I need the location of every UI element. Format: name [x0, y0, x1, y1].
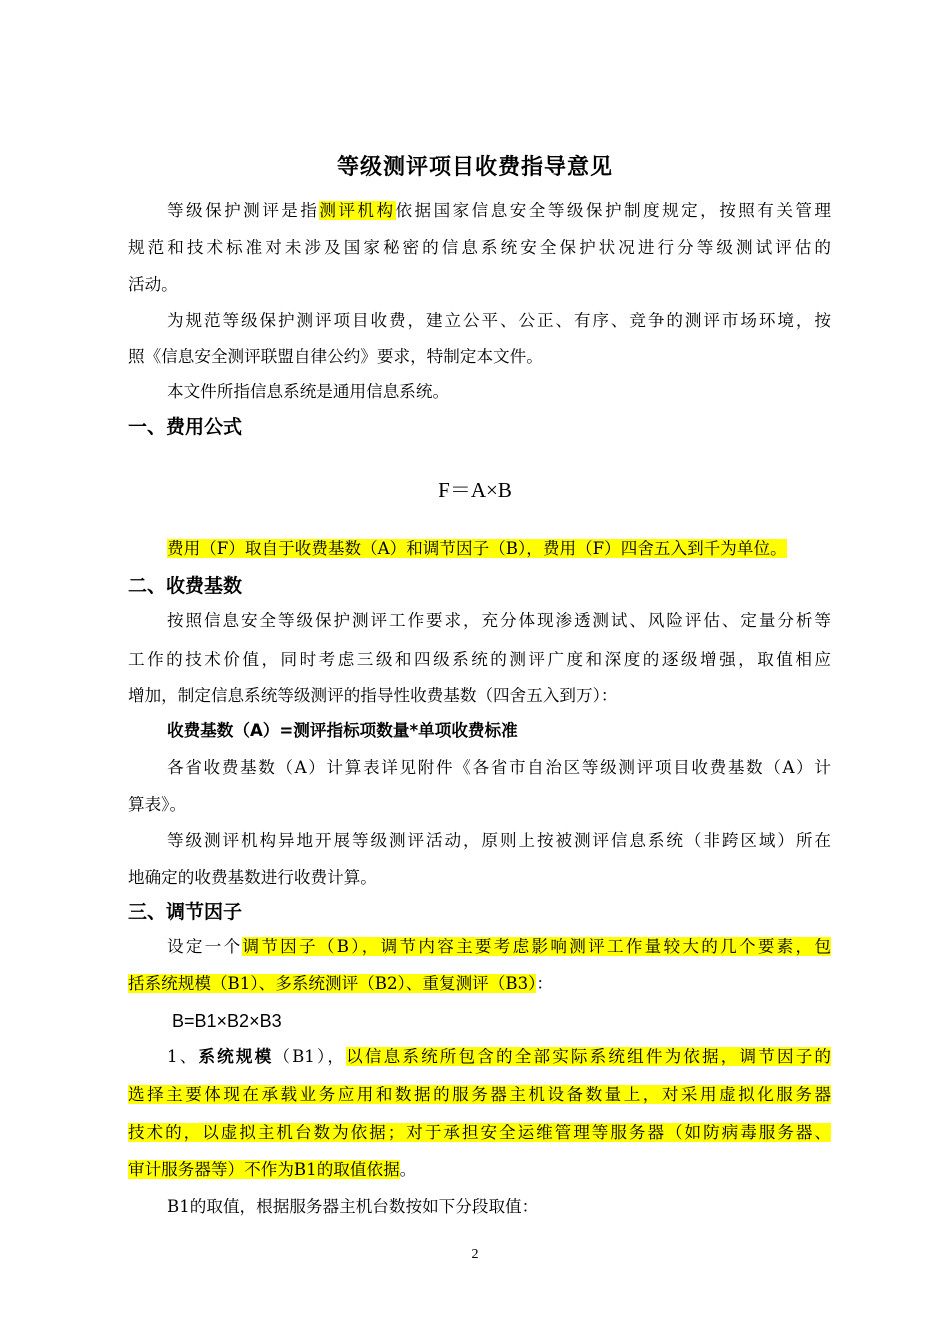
- text-run: 等级保护测评是指: [167, 201, 320, 220]
- intro-p3: 本文件所指信息系统是通用信息系统。: [167, 382, 450, 401]
- highlight-run: 括系统规模（B1）、多系统测评（B2）、重复测评（B3）: [128, 974, 537, 993]
- highlight-run: 调节因子（B），调节内容主要考虑影响测评工作量较大的几个要素，包: [242, 937, 831, 956]
- text-run: 设定一个: [167, 937, 243, 956]
- adjust-factor-formula: B=B1×B2×B3: [172, 1011, 282, 1031]
- item1-line3: [128, 1121, 831, 1145]
- highlight-run: 选择主要体现在承载业务应用和数据的服务器主机设备数量上，对采用虚拟化服务器: [128, 1085, 831, 1104]
- bold-run: 系统规模: [198, 1047, 274, 1066]
- section2-p1-line3: 增加，制定信息系统等级测评的指导性收费基数（四舍五入到万）：: [128, 686, 618, 705]
- section2-p3-line2: 地确定的收费基数进行收费计算。: [128, 868, 377, 887]
- section2-p3-line1: 等级测评机构异地开展等级测评活动，原则上按被测评信息系统（非跨区域）所在: [167, 831, 831, 850]
- section2-heading: 二、收费基数: [128, 575, 243, 597]
- highlight-run: 技术的，以虚拟主机台数为依据；对于承担安全运维管理等服务器（如防病毒服务器、: [128, 1123, 831, 1142]
- section2-p2-line1: 各省收费基数（A）计算表详见附件《各省市自治区等级测评项目收费基数（A）计: [167, 758, 831, 777]
- fee-formula: F＝A×B: [438, 478, 512, 502]
- highlight-run: 以信息系统所包含的全部实际系统组件为依据，调节因子的: [346, 1047, 832, 1066]
- text-run: 。: [399, 1160, 417, 1179]
- item1-line4: [128, 1158, 416, 1182]
- section3-p1-line1: [167, 935, 831, 959]
- highlight-run: 审计服务器等）不作为B1的取值依据: [128, 1160, 400, 1179]
- section2-p1-line2: 工作的技术价值，同时考虑三级和四级系统的测评广度和深度的逐级增强，取值相应: [128, 650, 831, 669]
- intro-p2-line1: 为规范等级保护测评项目收费，建立公平、公正、有序、竞争的测评市场环境，按: [167, 311, 831, 330]
- section2-p2-line2: 算表》。: [128, 795, 187, 814]
- section3-heading: 三、调节因子: [128, 901, 243, 923]
- section1-note: [167, 537, 787, 561]
- page-number: 2: [471, 1247, 479, 1262]
- section2-p1-line1: 按照信息安全等级保护测评工作要求，充分体现渗透测试、风险评估、定量分析等: [167, 611, 831, 630]
- intro-p2-line2: 照《信息安全测评联盟自律公约》要求，特制定本文件。: [128, 347, 543, 366]
- text-run: 依据国家信息安全等级保护制度规定，按照有关管理: [395, 201, 832, 220]
- b1-note: B1的取值，根据服务器主机台数按如下分段取值：: [167, 1197, 539, 1216]
- item1-line2: [128, 1083, 831, 1107]
- base-fee-formula: 收费基数（A）=测评指标项数量*单项收费标准: [167, 721, 518, 740]
- text-run: 1、: [167, 1047, 199, 1066]
- section3-p1-line2: [128, 972, 553, 996]
- highlight-run: 测评机构: [319, 201, 396, 220]
- intro-p1-line3: 活动。: [128, 275, 178, 294]
- text-run: （B1），: [273, 1047, 347, 1066]
- intro-p1-line2: 规范和技术标准对未涉及国家秘密的信息系统安全保护状况进行分等级测试评估的: [128, 238, 831, 257]
- intro-p1-line1: [167, 199, 831, 223]
- section1-heading: 一、费用公式: [128, 416, 243, 438]
- item1-line1: [167, 1045, 831, 1069]
- text-run: ：: [536, 974, 554, 993]
- page-title: 等级测评项目收费指导意见: [336, 155, 613, 180]
- highlight-run: 费用（F）取自于收费基数（A）和调节因子（B），费用（F）四舍五入到千为单位。: [167, 539, 787, 558]
